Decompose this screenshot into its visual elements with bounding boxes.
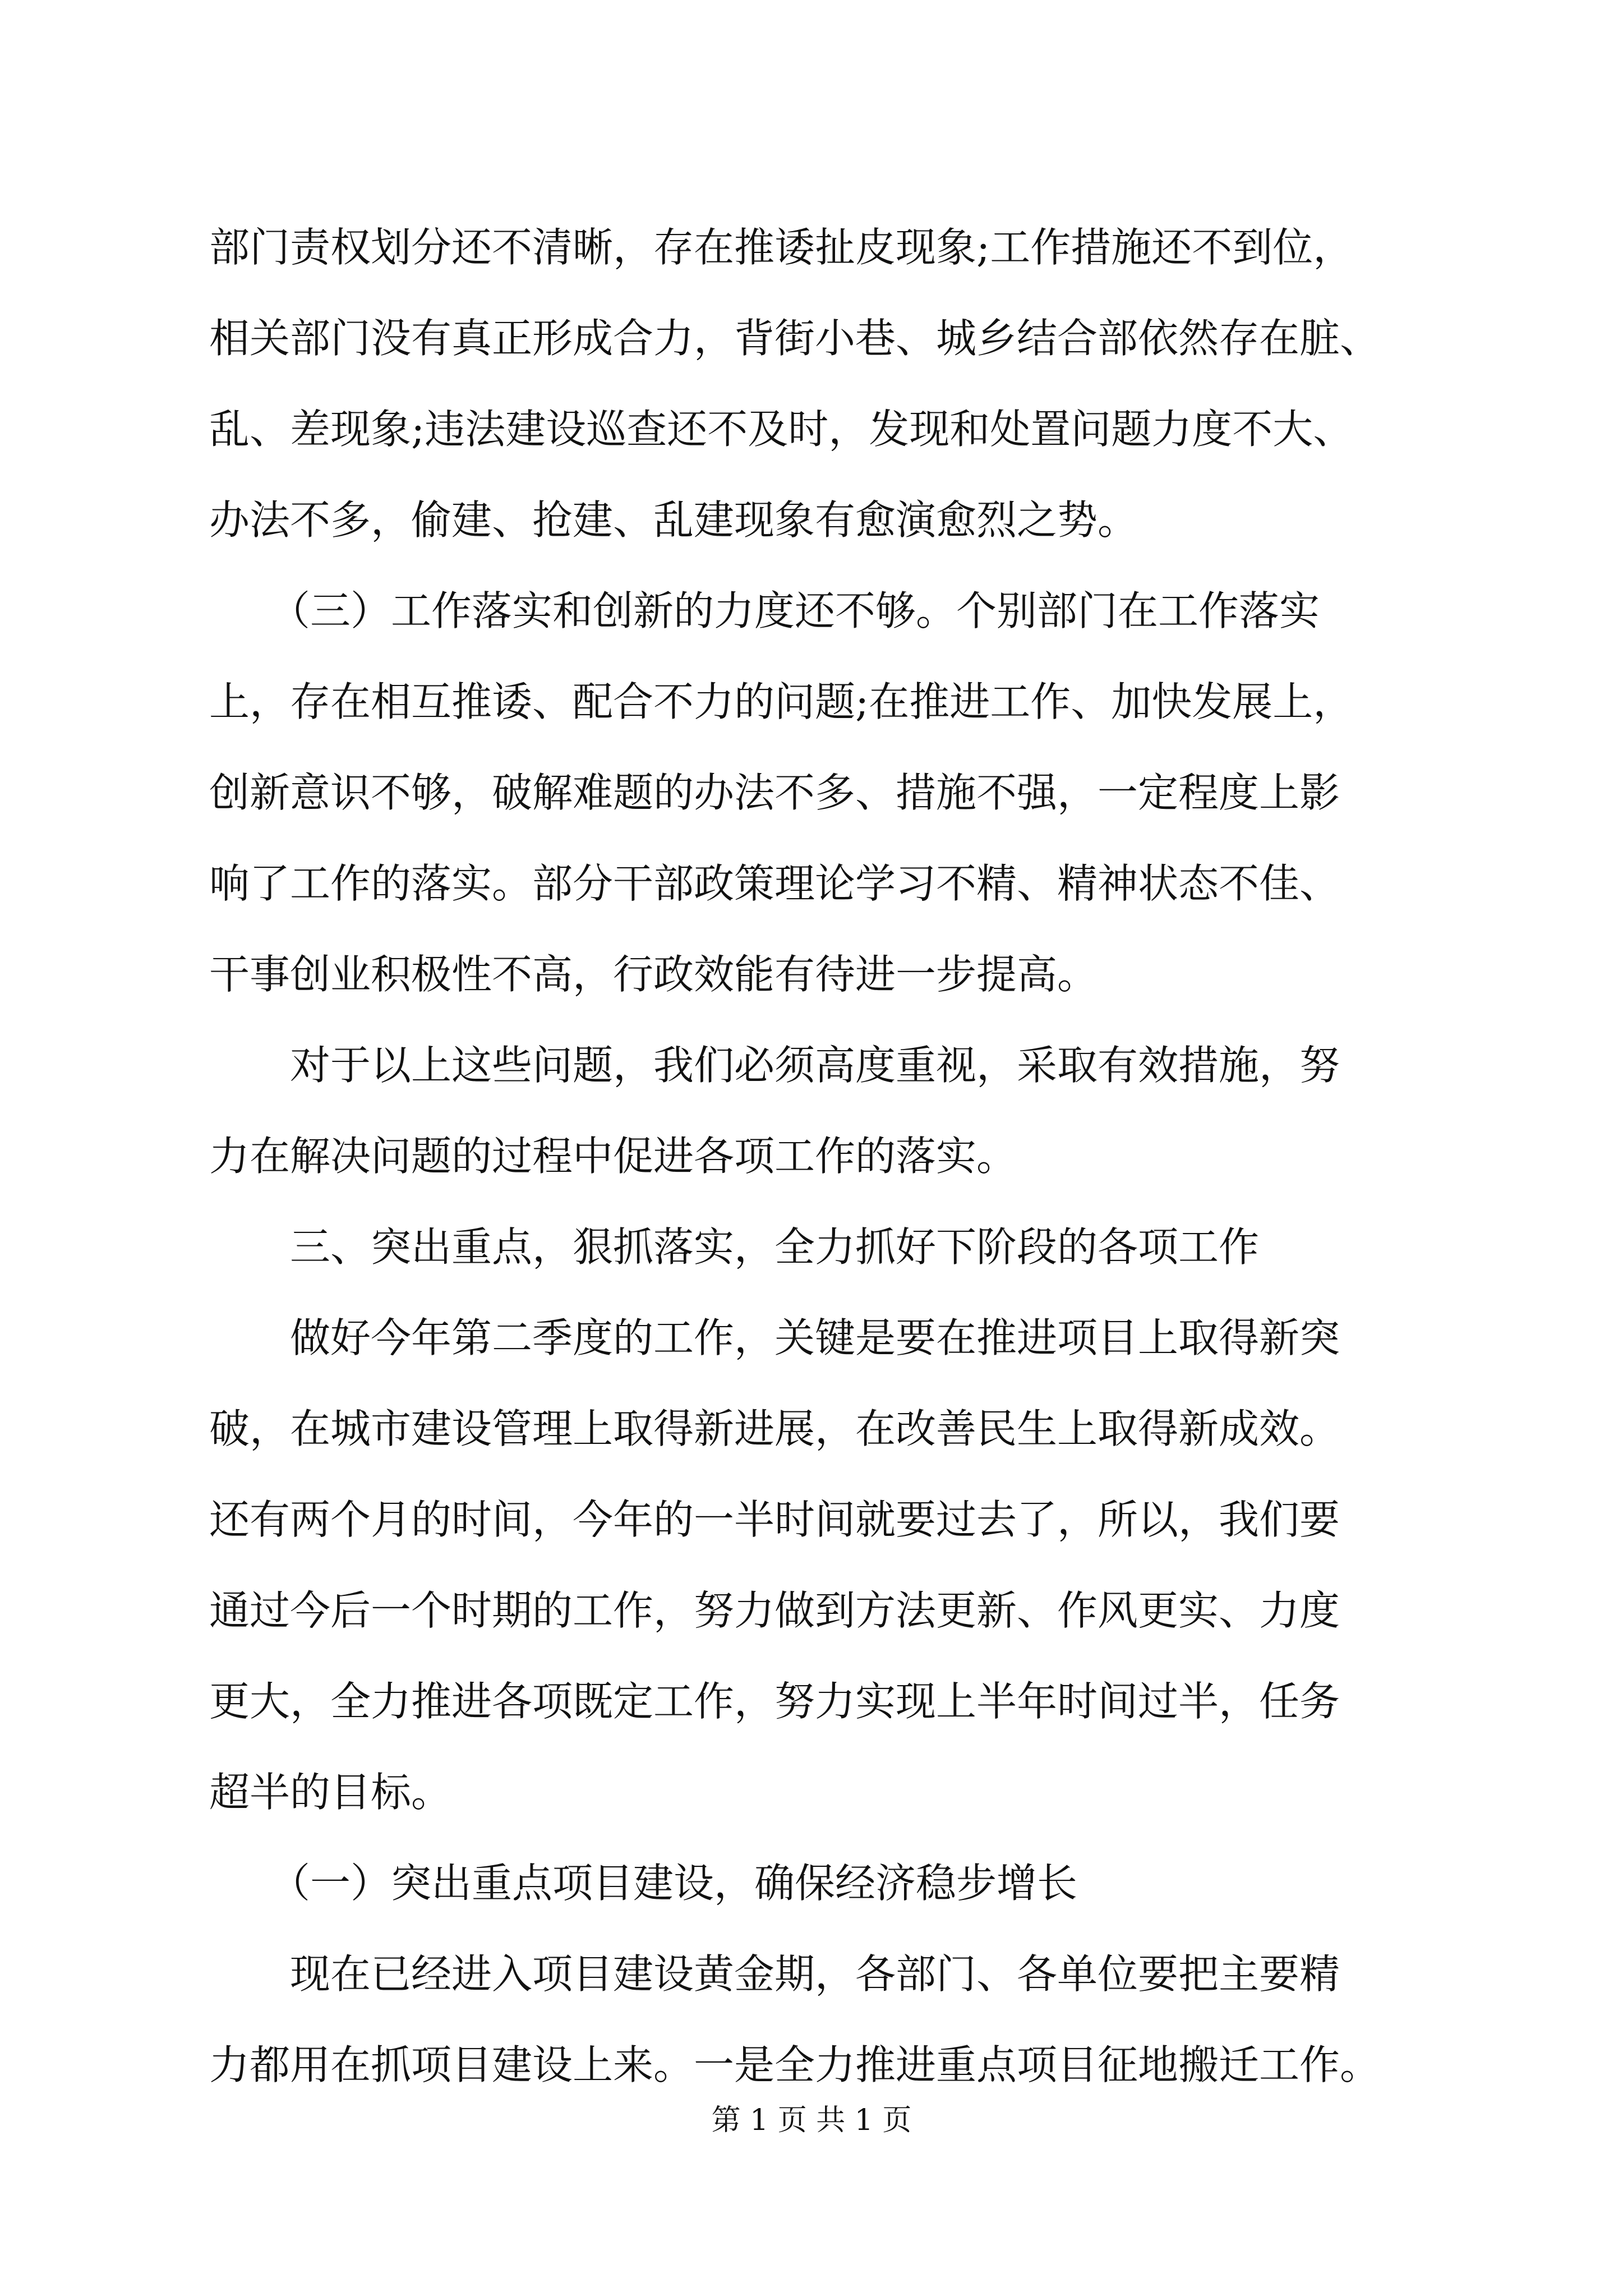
text-line-19: （一）突出重点项目建设，确保经济稳步增长	[209, 1860, 1078, 1907]
text-line-17: 更大，全力推进各项既定工作，努力实现上半年时间过半，任务	[209, 1678, 1340, 1725]
text-line-15: 还有两个月的时间，今年的一半时间就要过去了，所以，我们要	[209, 1496, 1340, 1543]
text-line-9: 干事创业积极性不高，行政效能有待进一步提高。	[209, 951, 1098, 998]
text-line-21: 力都用在抓项目建设上来。一是全力推进重点项目征地搬迁工作。	[209, 2041, 1381, 2088]
text-line-18: 超半的目标。	[209, 1769, 452, 1816]
text-line-13: 做好今年第二季度的工作，关键是要在推进项目上取得新突	[209, 1314, 1340, 1361]
document-body	[209, 202, 1421, 2110]
text-line-16: 通过今后一个时期的工作，努力做到方法更新、作风更实、力度	[209, 1587, 1340, 1634]
text-line-6: 上，存在相互推诿、配合不力的问题;在推进工作、加快发展上，	[209, 678, 1354, 725]
text-line-4: 办法不多，偷建、抢建、乱建现象有愈演愈烈之势。	[209, 496, 1138, 544]
text-line-5: （三）工作落实和创新的力度还不够。个别部门在工作落实	[209, 587, 1320, 634]
text-line-1: 部门责权划分还不清晰，存在推诿扯皮现象;工作措施还不到位，	[209, 224, 1354, 271]
text-line-11: 力在解决问题的过程中促进各项工作的落实。	[209, 1133, 1017, 1180]
text-line-12: 三、突出重点，狠抓落实，全力抓好下阶段的各项工作	[209, 1223, 1260, 1271]
text-line-2: 相关部门没有真正形成合力，背街小巷、城乡结合部依然存在脏、	[209, 315, 1381, 362]
page-number-label: 第 1 页 共 1 页	[711, 2104, 912, 2137]
text-line-10: 对于以上这些问题，我们必须高度重视，采取有效措施，努	[209, 1042, 1340, 1089]
text-line-3: 乱、差现象;违法建设巡查还不及时，发现和处置问题力度不大、	[209, 406, 1354, 453]
page-footer	[0, 2101, 1623, 2140]
text-line-14: 破，在城市建设管理上取得新进展，在改善民生上取得新成效。	[209, 1405, 1340, 1452]
text-line-7: 创新意识不够，破解难题的办法不多、措施不强，一定程度上影	[209, 769, 1340, 816]
text-line-20: 现在已经进入项目建设黄金期，各部门、各单位要把主要精	[209, 1950, 1340, 1998]
text-line-8: 响了工作的落实。部分干部政策理论学习不精、精神状态不佳、	[209, 860, 1340, 907]
